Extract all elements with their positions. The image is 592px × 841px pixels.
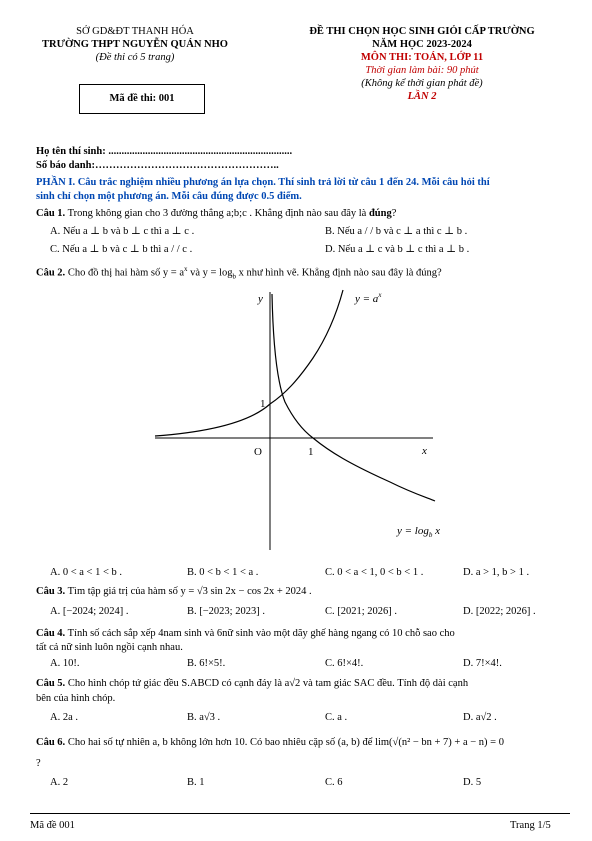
q2-option-d: D. a > 1, b > 1 . <box>463 567 530 578</box>
q4-text: Tính số cách sắp xếp 4nam sinh và 6nữ sinh vào một dãy ghế hàng ngang có 10 chỗ sao cho <box>65 628 455 639</box>
q1-end: ? <box>391 208 397 219</box>
header-right <box>272 25 572 103</box>
q4-stem <box>36 627 455 640</box>
q1-option-b: B. Nếu a / / b và c ⊥ a thì c ⊥ b . <box>325 226 468 237</box>
time-note: (Không kể thời gian phát đề) <box>361 78 483 89</box>
q4-option-b: B. 6!×5!. <box>187 658 226 669</box>
q5-option-b: B. a√3 . <box>187 712 221 723</box>
footer-exam-code: Mã đề 001 <box>30 820 75 831</box>
student-name-label: Họ tên thí sinh: <box>36 146 109 157</box>
log-curve <box>272 294 435 501</box>
q2-sup: x <box>183 265 188 273</box>
q6-option-a: A. 2 <box>50 777 69 788</box>
pages-note: (Đề thi có 5 trang) <box>95 52 175 63</box>
q6-option-c: C. 6 <box>325 777 343 788</box>
q6-option-d: D. 5 <box>463 777 482 788</box>
exp-label-text: y = a <box>355 293 379 305</box>
exam-title: ĐỀ THI CHỌN HỌC SINH GIỎI CẤP TRƯỜNG <box>309 26 535 37</box>
school-name: TRƯỜNG THPT NGUYỄN QUÁN NHO <box>42 39 228 50</box>
q3-text: Tìm tập giá trị của hàm số y = √3 sin 2x − cos 2x + 2024 . <box>65 586 312 597</box>
q2-option-b: B. 0 < b < 1 < a . <box>187 567 259 578</box>
q6-text: Cho hai số tự nhiên a, b không lớn hơn 10. Có bao nhiêu cặp số (a, b) để lim(√(n² − bn + 7) + a − n) = 0 <box>65 737 504 748</box>
q4-option-c: C. 6!×4!. <box>325 658 364 669</box>
q4-label: Câu 4. <box>36 628 66 639</box>
y-axis-label: y <box>258 293 263 305</box>
q5-option-c: C. a . <box>325 712 348 723</box>
log-curve-label <box>396 525 440 539</box>
exp-curve-label <box>354 291 382 305</box>
q2-text: Cho đồ thị hai hàm số y = a <box>65 267 184 279</box>
q5-label: Câu 5. <box>36 678 66 689</box>
q1-option-c: C. Nếu a ⊥ b và c ⊥ b thì a / / c . <box>50 244 193 255</box>
exp-label-sup: x <box>378 291 382 299</box>
part1-line2: sinh chỉ chọn một phương án. Mỗi câu đúng được 0.5 điểm. <box>36 191 302 202</box>
x-axis-label: x <box>422 445 427 457</box>
q1-emph: đúng <box>368 208 392 219</box>
student-name-line <box>36 145 292 158</box>
exp-curve <box>155 290 343 436</box>
q1-text: Trong không gian cho 3 đường thẳng a;b;c . Khẳng định nào sau đây là <box>65 208 369 219</box>
q4-option-d: D. 7!×4!. <box>463 658 502 669</box>
q2-option-a: A. 0 < a < 1 < b . <box>50 567 123 578</box>
q5-stem <box>36 677 468 690</box>
q1-stem <box>36 207 396 220</box>
q3-label: Câu 3. <box>36 586 66 597</box>
exam-time: Thời gian làm bài: 90 phút <box>365 65 479 76</box>
q5-text: Cho hình chóp tứ giác đều S.ABCD có cạnh đáy là a√2 và tam giác SAC đều. Tính độ dài cạnh <box>65 678 469 689</box>
q2-label: Câu 2. <box>36 267 66 279</box>
department: SỞ GD&ĐT THANH HÓA <box>76 26 194 37</box>
q2-graph <box>150 282 440 552</box>
q2-stem <box>36 263 442 284</box>
q5-stem-line2: bên của hình chóp. <box>36 693 116 704</box>
exam-round: LẦN 2 <box>407 91 437 102</box>
q5-option-a: A. 2a . <box>50 712 78 723</box>
footer-divider <box>30 813 570 814</box>
student-id-dots: …………………………………………….. <box>94 160 279 171</box>
y-tick-label: 1 <box>260 398 266 410</box>
q4-stem-line2: tất cả nữ sinh luôn ngồi cạnh nhau. <box>36 642 183 653</box>
student-id-line <box>36 159 279 172</box>
q3-stem <box>36 585 312 598</box>
q2-text2: và y = log <box>187 267 233 279</box>
log-label-end: x <box>432 525 440 537</box>
q1-option-a: A. Nếu a ⊥ b và b ⊥ c thì a ⊥ c . <box>50 226 195 237</box>
q2-option-c: C. 0 < a < 1, 0 < b < 1 . <box>325 567 424 578</box>
exam-code-box: Mã đề thi: 001 <box>79 84 205 114</box>
q6-option-b: B. 1 <box>187 777 205 788</box>
q5-option-d: D. a√2 . <box>463 712 497 723</box>
subject: MÔN THI: TOÁN, LỚP 11 <box>360 52 484 63</box>
school-year: NĂM HỌC 2023-2024 <box>372 39 472 50</box>
log-label-sub: b <box>428 531 433 539</box>
q1-label: Câu 1. <box>36 208 66 219</box>
q3-option-a: A. [−2024; 2024] . <box>50 606 129 617</box>
q1-option-d: D. Nếu a ⊥ c và b ⊥ c thì a ⊥ b . <box>325 244 470 255</box>
header-left <box>30 25 240 64</box>
log-label-text: y = log <box>397 525 429 537</box>
q4-option-a: A. 10!. <box>50 658 80 669</box>
x-tick-label: 1 <box>308 446 314 458</box>
footer-page-number: Trang 1/5 <box>510 820 551 831</box>
student-name-dots: ...................................................................... <box>108 146 293 157</box>
part1-line1: PHẦN I. Câu trắc nghiệm nhiều phương án lựa chọn. Thí sinh trả lời từ câu 1 đến 24. Mỗi câu hỏi thí <box>36 177 490 188</box>
q6-stem <box>36 736 504 749</box>
q6-stem-line2: ? <box>36 758 41 769</box>
q2-text3: x như hình vẽ. Khẳng định nào sau đây là đúng? <box>235 267 442 279</box>
origin-label: O <box>254 446 262 458</box>
q2-sub: b <box>232 272 236 281</box>
student-id-label: Số báo danh: <box>36 160 95 171</box>
q3-option-b: B. [−2023; 2023] . <box>187 606 265 617</box>
q3-option-c: C. [2021; 2026] . <box>325 606 398 617</box>
q3-option-d: D. [2022; 2026] . <box>463 606 536 617</box>
q6-label: Câu 6. <box>36 737 66 748</box>
